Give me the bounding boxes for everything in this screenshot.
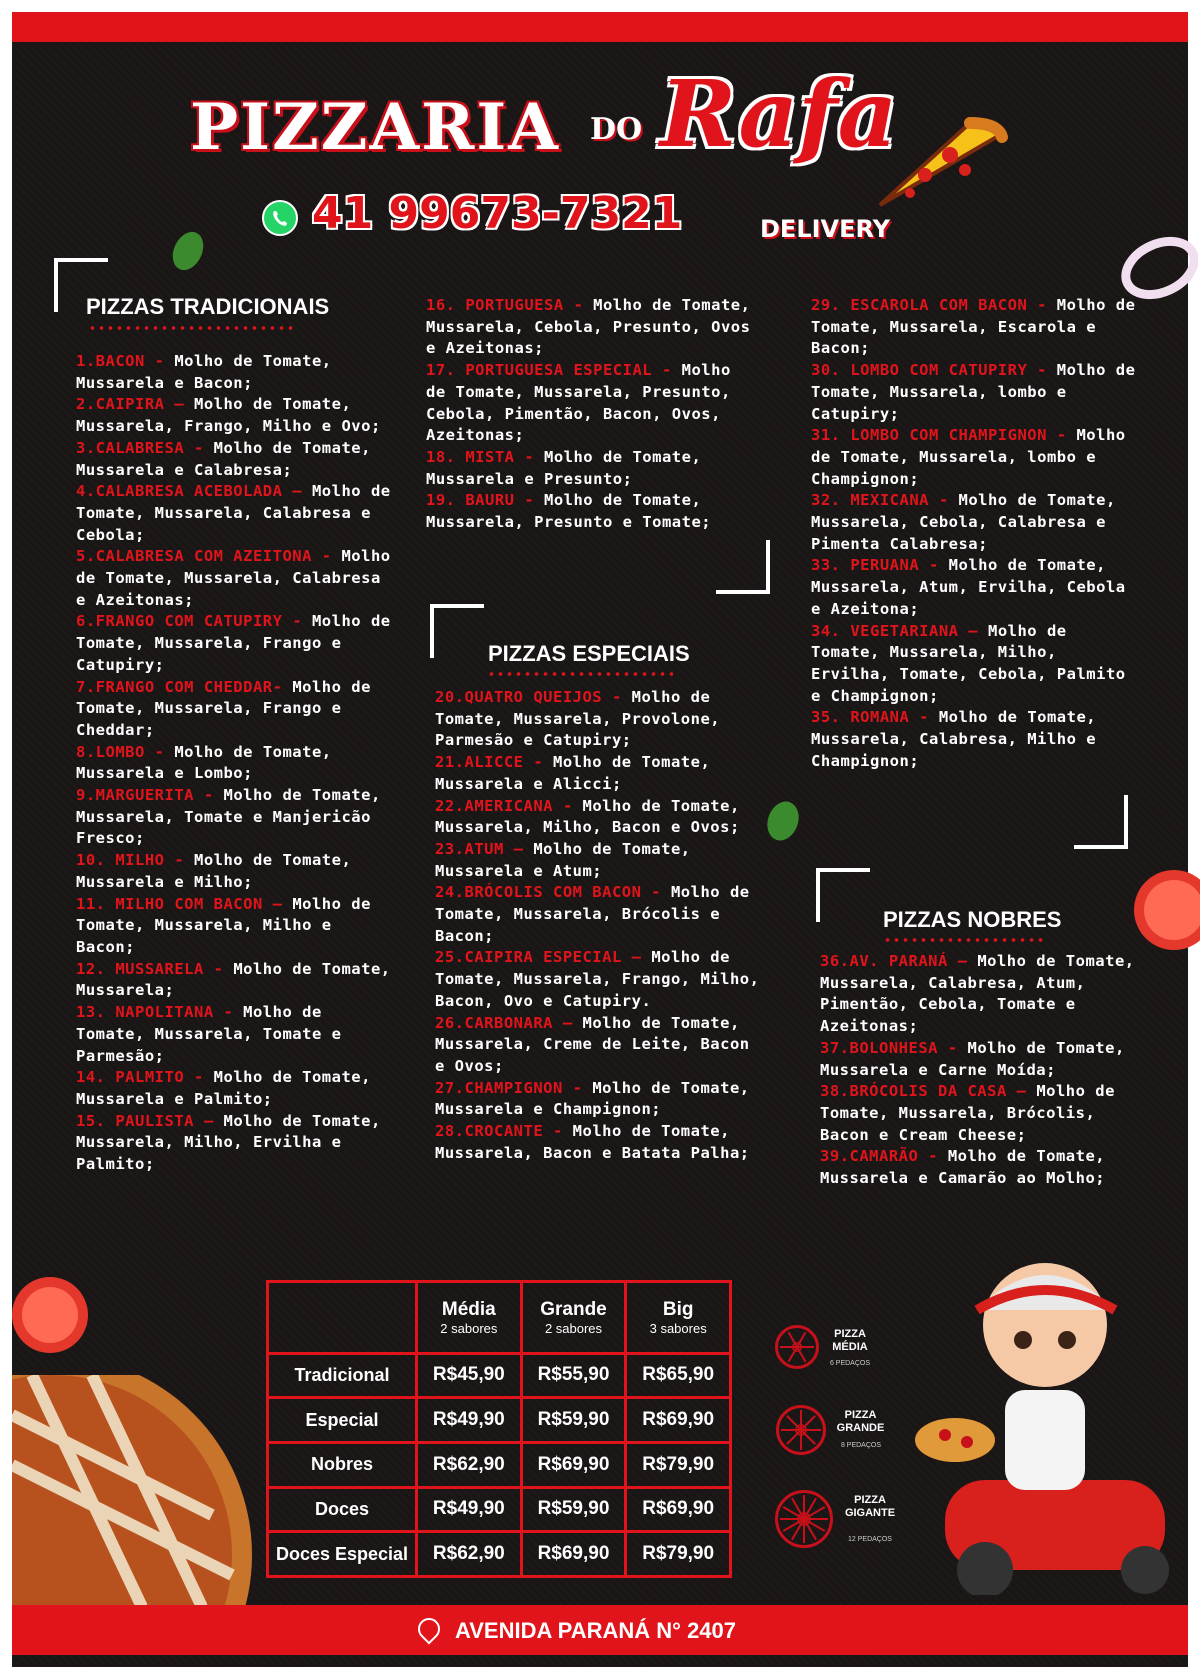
menu-item-name: 33. PERUANA - [811,556,949,575]
menu-item-description: Molho de Tomate, Mussarela, Frango e Cheddar; [76,677,371,739]
menu-item-name: 26.CARBONARA – [435,1013,583,1032]
price-value: R$62,90 [417,1442,522,1487]
menu-item-name: 28.CROCANTE - [435,1122,573,1141]
menu-item-name: 38.BRÓCOLIS DA CASA – [820,1082,1037,1101]
menu-item [76,677,396,742]
menu-item [426,447,751,490]
menu-item-name: 25.CAIPIRA ESPECIAL – [435,948,652,967]
price-row [268,1353,731,1398]
menu-item [811,490,1136,555]
basil-leaf-icon [763,798,803,844]
size-name: Média [441,1298,496,1320]
menu-item [811,425,1136,490]
menu-item-description: Molho de Tomate, Mussarela, Calabresa e Azeitonas; [76,547,391,609]
menu-item-name: 9.MARGUERITA - [76,786,224,805]
menu-item-description: Molho de Tomate, Mussarela, Brócolis e Bacon; [435,883,750,945]
pizza-slices-icon [776,1405,826,1455]
price-row [268,1487,731,1532]
price-header-big [626,1282,731,1354]
menu-item-name: 8.LOMBO - [76,742,175,761]
menu-item-name: 39.CAMARÃO - [820,1147,948,1166]
menu-item [820,1081,1140,1146]
menu-item-name: 15. PAULISTA – [76,1111,224,1130]
menu-item-description: Molho de Tomate, Mussarela, Presunto, Cebola, Pimentão, Bacon, Ovos, Azeitonas; [426,361,731,445]
menu-item [820,951,1140,1038]
price-value: R$79,90 [626,1532,731,1577]
menu-item-description: Molho de Tomate, Mussarela, Cebola, Calabresa e Pimenta Calabresa; [811,491,1116,553]
menu-item-description: Molho de Tomate, Mussarela, Bacon e Batata Palha; [435,1122,750,1162]
menu-item-description: Molho de Tomate, Mussarela, Escarola e Bacon; [811,296,1136,358]
menu-item [435,947,765,1012]
menu-item-description: Molho de Tomate, Mussarela, Calabresa, Milho e Champignon; [811,708,1097,770]
price-value: R$69,90 [521,1532,626,1577]
section-title-especiais: PIZZAS ESPECIAIS [488,641,690,666]
menu-item-description: Molho de Tomate, Mussarela, Cebola, Presunto, Ovos e Azeitonas; [426,296,751,358]
title-dots [88,326,296,330]
menu-item [76,351,396,394]
menu-item-description: Molho de Tomate, Mussarela, Milho, Ervilha e Palmito; [76,1111,381,1174]
menu-item [76,850,396,893]
menu-item [76,611,396,676]
menu-item-name: 18. MISTA - [426,447,544,466]
menu-item [435,752,765,795]
menu-item [76,959,396,1002]
menu-item-name: 19. BAURU - [426,491,544,510]
menu-item [435,687,765,752]
menu-item-description: Molho de Tomate, Mussarela, Brócolis, Bacon e Cream Cheese; [820,1082,1115,1144]
menu-item-name: 12. MUSSARELA - [76,959,234,978]
menu-item [435,882,765,947]
menu-item [435,1121,765,1164]
menu-item-name: 6.FRANGO COM CATUPIRY - [76,612,312,631]
menu-item-description: Molho de Tomate, Mussarela e Milho; [76,851,352,891]
pizza-photo [12,1375,262,1607]
menu-list-nobres [820,951,1140,1190]
price-value: R$69,90 [521,1442,626,1487]
top-red-bar [12,12,1188,42]
menu-item-description: Molho de Tomate, Mussarela e Palmito; [76,1068,371,1108]
menu-item [76,1111,396,1176]
size-sub: 2 sabores [544,1320,603,1336]
pizza-slices-icon [775,1325,819,1369]
tomato-slice-icon [1130,868,1200,952]
menu-item-name: 10. MILHO - [76,851,194,870]
frame-corner [430,604,484,658]
menu-item-name: 31. LOMBO COM CHAMPIGNON - [811,426,1077,445]
price-row-label: Doces Especial [268,1532,417,1577]
pizza-slices-icon [775,1490,833,1548]
menu-item-name: 1.BACON - [76,352,175,370]
menu-item-name: 16. PORTUGUESA - [426,296,594,314]
menu-item-description: Molho de Tomate, Mussarela, Milho e Bacon; [76,894,371,956]
menu-item-name: 23.ATUM – [435,839,534,858]
frame-corner [716,540,770,594]
title-dots [487,672,673,676]
menu-item [76,481,396,546]
size-sub: 3 sabores [649,1320,707,1336]
menu-list-especiais-cont [811,295,1136,772]
menu-item [76,785,396,850]
menu-item [435,1078,765,1121]
price-header-row [268,1282,731,1354]
address: AVENIDA PARANÁ N° 2407 [455,1618,737,1643]
legend-size-name: PIZZA GRANDE [836,1409,885,1434]
menu-item-description: Molho de Tomate, Mussarela, Milho, Bacon e Ovos; [435,796,740,837]
price-header-media [417,1282,522,1354]
menu-item [811,295,1136,360]
price-value: R$62,90 [417,1532,522,1577]
menu-item-description: Molho de Tomate, Mussarela, lombo e Catupiry; [811,361,1136,423]
price-row [268,1532,731,1577]
onion-ring-icon [1118,232,1198,302]
menu-item-description: Molho de Tomate, Mussarela, Creme de Leite, Bacon e Ovos; [435,1013,750,1075]
menu-item [76,546,396,611]
menu-item [435,796,765,839]
menu-item [76,1067,396,1110]
menu-item [76,438,396,481]
price-value: R$65,90 [626,1353,731,1398]
menu-item [426,360,751,447]
frame-corner [816,868,870,922]
menu-item-name: 2.CAIPIRA – [76,395,194,414]
size-sub: 2 sabores [440,1320,498,1336]
menu-list-especiais [435,687,765,1164]
price-value: R$59,90 [521,1487,626,1532]
menu-item-description: Molho de Tomate, Mussarela, Frango, Milho, Bacon, Ovo e Catupiry. [435,948,760,1010]
menu-item-name: 21.ALICCE - [435,753,553,772]
price-row [268,1442,731,1487]
menu-item-description: Molho de Tomate, Mussarela, Calabresa e Cebola; [76,482,391,544]
price-row-label: Especial [268,1398,417,1443]
price-row [268,1398,731,1443]
whatsapp-icon [262,200,298,236]
price-row-label: Nobres [268,1442,417,1487]
menu-item [426,295,751,360]
menu-item-description: Molho de Tomate, Mussarela; [76,959,391,1000]
menu-item-description: Molho de Tomate, Mussarela, Atum, Ervilha, Cebola e Azeitona; [811,556,1126,618]
menu-item-name: 36.AV. PARANÁ – [820,952,978,970]
price-value: R$59,90 [521,1398,626,1443]
menu-item [820,1146,1140,1189]
menu-item-description: Molho de Tomate, Mussarela, Frango, Milho e Ovo; [76,395,381,436]
price-value: R$69,90 [626,1487,731,1532]
brand-delivery: DELIVERY [760,215,891,243]
menu-item-description: Molho de Tomate, Mussarela e Lombo; [76,742,332,783]
menu-item-name: 27.CHAMPIGNON - [435,1078,593,1097]
menu-item-name: 5.CALABRESA COM AZEITONA - [76,547,342,566]
price-row-label: Doces [268,1487,417,1532]
menu-item-name: 24.BRÓCOLIS COM BACON - [435,883,671,902]
menu-item-name: 29. ESCAROLA COM BACON - [811,296,1057,314]
basil-leaf-icon [168,228,208,274]
menu-item [435,1013,765,1078]
menu-list-tradicionais-cont [426,295,751,534]
brand-connector: DO [590,112,643,147]
menu-item-description: Molho de Tomate, Mussarela e Bacon; [76,352,332,392]
menu-item-description: Molho de Tomate, Mussarela, Milho, Ervilha, Tomate, Cebola, Palmito e Champignon; [811,621,1126,705]
menu-item [426,490,751,533]
section-title-tradicionais: PIZZAS TRADICIONAIS [86,294,330,319]
price-value: R$45,90 [417,1353,522,1398]
price-value: R$49,90 [417,1487,522,1532]
price-header-blank [268,1282,417,1354]
legend-size-pieces: 12 PEDAÇOS [848,1536,892,1543]
menu-item [76,742,396,785]
menu-item-description: Molho de Tomate, Mussarela e Carne Moída; [820,1038,1125,1079]
menu-item [820,1038,1140,1081]
delivery-mascot-image [915,1250,1185,1595]
phone-number[interactable]: 41 99673-7321 [312,188,683,239]
menu-item-description: Molho de Tomate, Mussarela, Frango e Catupiry; [76,612,391,674]
price-value: R$79,90 [626,1442,731,1487]
menu-item [76,894,396,959]
menu-item-name: 11. MILHO COM BACON – [76,894,293,913]
menu-item-name: 35. ROMANA - [811,708,939,727]
menu-item [811,360,1136,425]
price-header-grande [521,1282,626,1354]
menu-item-description: Molho de Tomate, Mussarela e Calabresa; [76,438,371,479]
menu-item-name: 30. LOMBO COM CATUPIRY - [811,361,1057,380]
price-value: R$49,90 [417,1398,522,1443]
title-dots [883,938,1043,942]
price-table [266,1280,732,1578]
menu-item-description: Molho de Tomate, Mussarela e Presunto; [426,447,702,488]
menu-item-name: 3.CALABRESA - [76,438,214,457]
menu-item-description: Molho de Tomate, Mussarela, Provolone, Parmesão e Catupiry; [435,688,721,750]
legend-size-pieces: 8 PEDAÇOS [840,1442,882,1449]
menu-item-description: Molho de Tomate, Mussarela e Alicci; [435,753,711,793]
size-name: Big [662,1298,694,1320]
menu-item-name: 14. PALMITO - [76,1068,214,1087]
menu-item-description: Molho de Tomate, Mussarela, Tomate e Parmesão; [76,1003,342,1065]
menu-item [76,394,396,437]
legend-size-pieces: 6 PEDAÇOS [829,1360,871,1367]
menu-item-description: Molho de Tomate, Mussarela e Atum; [435,839,691,880]
menu-item [811,707,1136,772]
menu-item-name: 17. PORTUGUESA ESPECIAL - [426,361,682,380]
menu-item-description: Molho de Tomate, Mussarela, Calabresa, Atum, Pimentão, Cebola, Tomate e Azeitonas; [820,952,1135,1036]
menu-item [435,839,765,882]
price-value: R$55,90 [521,1353,626,1398]
legend-size-name: PIZZA GIGANTE [844,1494,896,1519]
menu-item [76,1002,396,1067]
menu-item-description: Molho de Tomate, Mussarela, lombo e Champignon; [811,426,1126,488]
menu-item-name: 37.BOLONHESA - [820,1038,968,1057]
menu-item-name: 22.AMERICANA - [435,796,583,815]
tomato-slice-icon [10,1275,90,1359]
menu-item [811,621,1136,708]
legend-size-name: PIZZA MÉDIA [832,1328,868,1353]
brand-name: PIZZARIA [190,90,560,165]
menu-item-name: 20.QUATRO QUEIJOS - [435,688,632,706]
menu-item [811,555,1136,620]
menu-item-name: 7.FRANGO COM CHEDDAR- [76,677,293,696]
menu-item-description: Molho de Tomate, Mussarela, Tomate e Manjericão Fresco; [76,786,381,848]
section-title-nobres: PIZZAS NOBRES [883,907,1062,932]
menu-item-description: Molho de Tomate, Mussarela e Champignon; [435,1078,750,1119]
menu-item-name: 13. NAPOLITANA - [76,1003,244,1022]
frame-corner [1074,795,1128,849]
price-value: R$69,90 [626,1398,731,1443]
menu-item-name: 32. MEXICANA - [811,491,959,510]
menu-item-name: 4.CALABRESA ACEBOLADA – [76,482,312,501]
brand-script-name: Rafa [660,60,898,168]
menu-item-description: Molho de Tomate, Mussarela e Camarão ao Molho; [820,1147,1106,1188]
menu-item-name: 34. VEGETARIANA – [811,621,988,640]
menu-list-tradicionais [76,351,396,1176]
pizza-slice-logo-icon [870,115,1010,215]
size-name: Grande [540,1298,607,1320]
menu-item-description: Molho de Tomate, Mussarela, Presunto e Tomate; [426,491,712,532]
price-row-label: Tradicional [268,1353,417,1398]
